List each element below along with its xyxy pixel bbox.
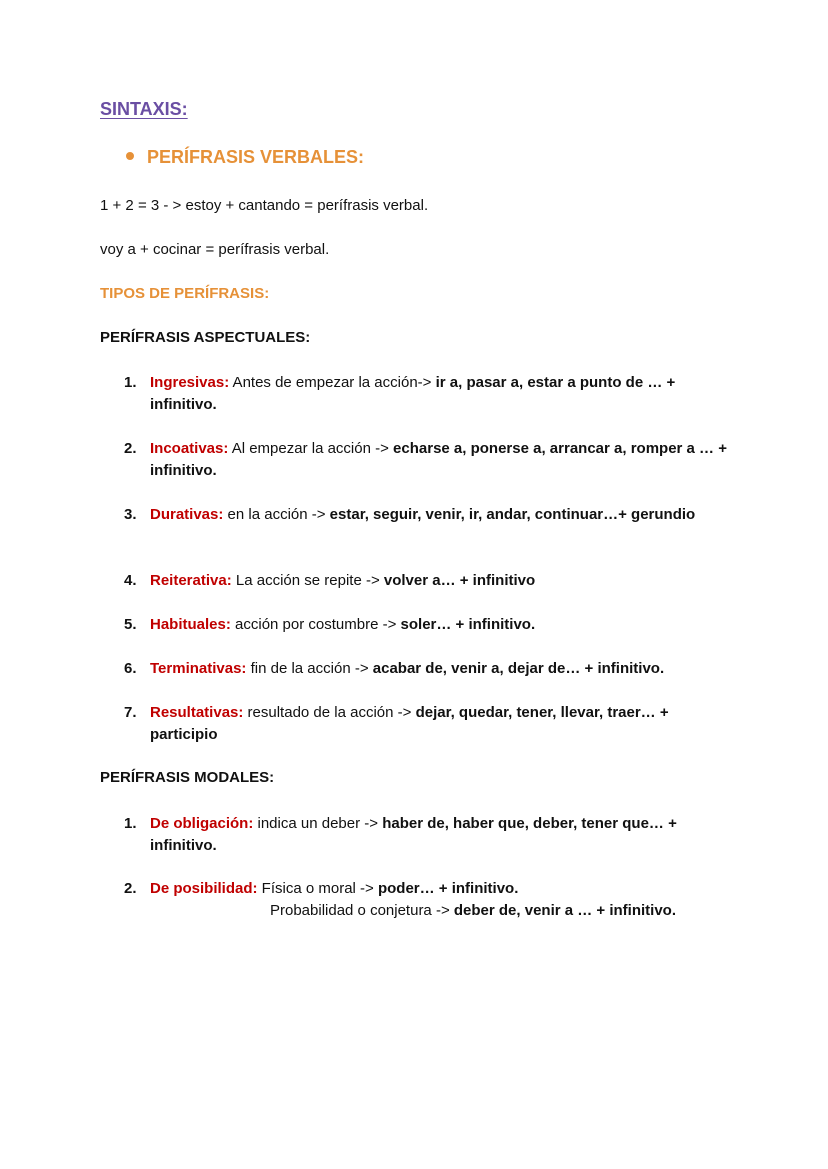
item-term: Ingresivas: xyxy=(150,374,230,391)
item-forms: poder… + infinitivo. xyxy=(377,880,519,897)
list-item xyxy=(124,658,734,680)
item-term: Reiterativa: xyxy=(150,572,232,589)
list-item xyxy=(124,702,734,746)
item-term: De posibilidad: xyxy=(150,880,258,897)
item-term: Habituales: xyxy=(150,616,231,633)
modales-heading: PERÍFRASIS MODALES: xyxy=(100,769,275,786)
bullet-heading-text: PERÍFRASIS VERBALES: xyxy=(147,147,365,167)
list-item xyxy=(124,614,734,636)
item-number: 3. xyxy=(124,506,137,523)
item-number: 7. xyxy=(124,704,137,721)
item-number: 4. xyxy=(124,572,137,589)
item-term: Durativas: xyxy=(150,506,224,523)
item-number: 5. xyxy=(124,616,137,633)
item-desc: resultado de la acción -> xyxy=(243,704,416,721)
page-title: SINTAXIS: xyxy=(100,99,188,119)
item-forms: estar, seguir, venir, ir, andar, continuar…+ gerundio xyxy=(329,506,696,523)
item-term: Resultativas: xyxy=(150,704,244,721)
item-desc: Física o moral -> xyxy=(257,880,378,897)
list-item xyxy=(124,372,734,416)
bullet-heading xyxy=(126,147,364,168)
aspectuales-heading: PERÍFRASIS ASPECTUALES: xyxy=(100,329,311,346)
item-number: 2. xyxy=(124,440,137,457)
item-desc: Antes de empezar la acción-> xyxy=(229,374,436,391)
list-item xyxy=(124,438,734,482)
item-forms: echarse a, ponerse a, arrancar a, romper a … + infinitivo. xyxy=(150,440,727,479)
list-item xyxy=(124,570,734,592)
item-forms: deber de, venir a … + infinitivo. xyxy=(453,902,677,919)
item-desc: Al empezar la acción -> xyxy=(228,440,394,457)
tipos-heading: TIPOS DE PERÍFRASIS: xyxy=(100,285,270,302)
list-item xyxy=(124,504,734,526)
item-desc: Probabilidad o conjetura -> xyxy=(270,902,454,919)
item-number: 1. xyxy=(124,815,137,832)
item-desc: acción por costumbre -> xyxy=(230,616,401,633)
item-forms: acabar de, venir a, dejar de… + infinitivo. xyxy=(372,660,665,677)
item-term: Terminativas: xyxy=(150,660,247,677)
item-desc: fin de la acción -> xyxy=(246,660,373,677)
item-forms: ir a, pasar a, estar a punto de … + infinitivo. xyxy=(150,374,676,413)
item-number: 6. xyxy=(124,660,137,677)
item-number: 2. xyxy=(124,880,137,897)
bullet-dot-icon xyxy=(126,152,134,160)
item-forms: volver a… + infinitivo xyxy=(383,572,536,589)
item-desc: indica un deber -> xyxy=(253,815,383,832)
item-forms: soler… + infinitivo. xyxy=(400,616,536,633)
item-forms: dejar, quedar, tener, llevar, traer… + participio xyxy=(150,704,669,743)
example-line-2: voy a + cocinar = perífrasis verbal. xyxy=(100,241,330,258)
item-desc: en la acción -> xyxy=(223,506,330,523)
item-term: De obligación: xyxy=(150,815,254,832)
list-item xyxy=(124,878,734,900)
item-desc: La acción se repite -> xyxy=(231,572,384,589)
list-item xyxy=(124,813,734,857)
continuation-line xyxy=(270,902,676,919)
item-forms: haber de, haber que, deber, tener que… + infinitivo. xyxy=(150,815,677,854)
item-number: 1. xyxy=(124,374,137,391)
item-term: Incoativas: xyxy=(150,440,229,457)
example-line-1: 1 + 2 = 3 - > estoy + cantando = perífrasis verbal. xyxy=(100,197,429,214)
